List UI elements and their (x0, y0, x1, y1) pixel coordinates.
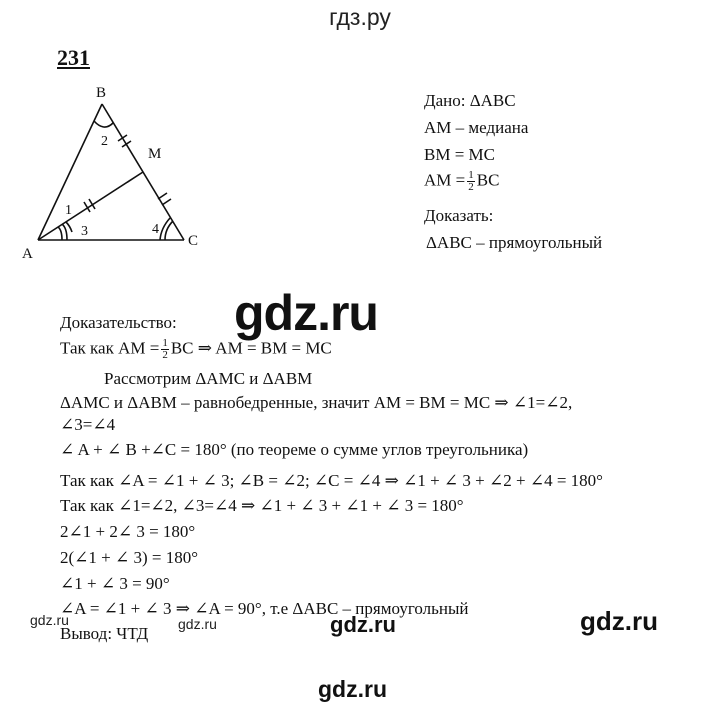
frac-num: 1 (162, 337, 168, 349)
vertex-label-c: C (188, 233, 199, 249)
frac-den: 2 (468, 181, 474, 193)
frac-den: 2 (162, 349, 168, 361)
angle-arc-3a (58, 227, 62, 240)
proof-line-4: ∠3=∠4 (60, 415, 116, 434)
given-line-3: BM = MC (424, 145, 495, 164)
watermark-right: gdz.ru (580, 606, 658, 636)
fraction-half (467, 170, 475, 193)
watermark-bottom: gdz.ru (318, 676, 387, 702)
angle-arc-1 (66, 222, 72, 232)
angle-label-1: 1 (65, 203, 72, 218)
angle-label-3: 3 (81, 224, 88, 239)
proof-line-3: ΔAMC и ΔABM – равнобедренные, значит AM = BM = MC ⇒ ∠1=∠2, (60, 393, 573, 412)
watermark-center: gdz.ru (234, 285, 378, 341)
proof-line-5: ∠ A + ∠ B +∠C = 180° (по теореме о сумме углов треугольника) (60, 440, 529, 459)
given-line-4 (424, 170, 499, 193)
prove-text: ΔABC – прямоугольный (426, 233, 603, 252)
fraction-half (161, 338, 169, 361)
proof-line-6: Так как ∠A = ∠1 + ∠ 3; ∠B = ∠2; ∠C = ∠4 ⇒ ∠1 + ∠ 3 + ∠2 + ∠4 = 180° (60, 471, 603, 490)
problem-number: 231 (57, 45, 90, 70)
vertex-label-a: A (22, 246, 33, 262)
proof-line-2: Рассмотрим ΔAMC и ΔABM (104, 369, 313, 388)
given-l4-pre: AM = (424, 170, 466, 190)
watermark-left-small: gdz.ru (30, 612, 69, 628)
angle-arc-3b (62, 224, 67, 240)
angle-label-4: 4 (152, 222, 159, 237)
given-line-2: AM – медиана (424, 118, 529, 137)
triangle-figure (14, 78, 214, 268)
proof-line-9: 2(∠1 + ∠ 3) = 180° (60, 548, 199, 567)
proof-line-7: Так как ∠1=∠2, ∠3=∠4 ⇒ ∠1 + ∠ 3 + ∠1 + ∠ 3 = 180° (60, 496, 464, 515)
given-l4-post: BC (476, 170, 500, 190)
angle-arc-b (94, 121, 113, 127)
proof-line-10: ∠1 + ∠ 3 = 90° (60, 574, 170, 593)
proof-l1-post: BC ⇒ AM = BM = MC (170, 338, 332, 358)
proof-conclusion: Вывод: ЧТД (60, 624, 149, 643)
prove-label: Доказать: (424, 206, 494, 225)
watermark-mid-small: gdz.ru (178, 616, 217, 632)
vertex-label-b: B (96, 85, 107, 101)
angle-label-2: 2 (101, 134, 108, 149)
vertex-label-m: M (148, 146, 162, 162)
proof-line-11: ∠A = ∠1 + ∠ 3 ⇒ ∠A = 90°, т.е ΔABC – прямоугольный (60, 599, 469, 618)
frac-num: 1 (468, 169, 474, 181)
watermark-mid: gdz.ru (330, 612, 396, 637)
proof-title: Доказательство: (60, 313, 177, 332)
proof-line-8: 2∠1 + 2∠ 3 = 180° (60, 522, 196, 541)
proof-l1-pre: Так как AM = (60, 338, 160, 358)
site-header: гдз.ру (329, 4, 391, 30)
given-line-1: Дано: ΔABC (424, 91, 516, 110)
